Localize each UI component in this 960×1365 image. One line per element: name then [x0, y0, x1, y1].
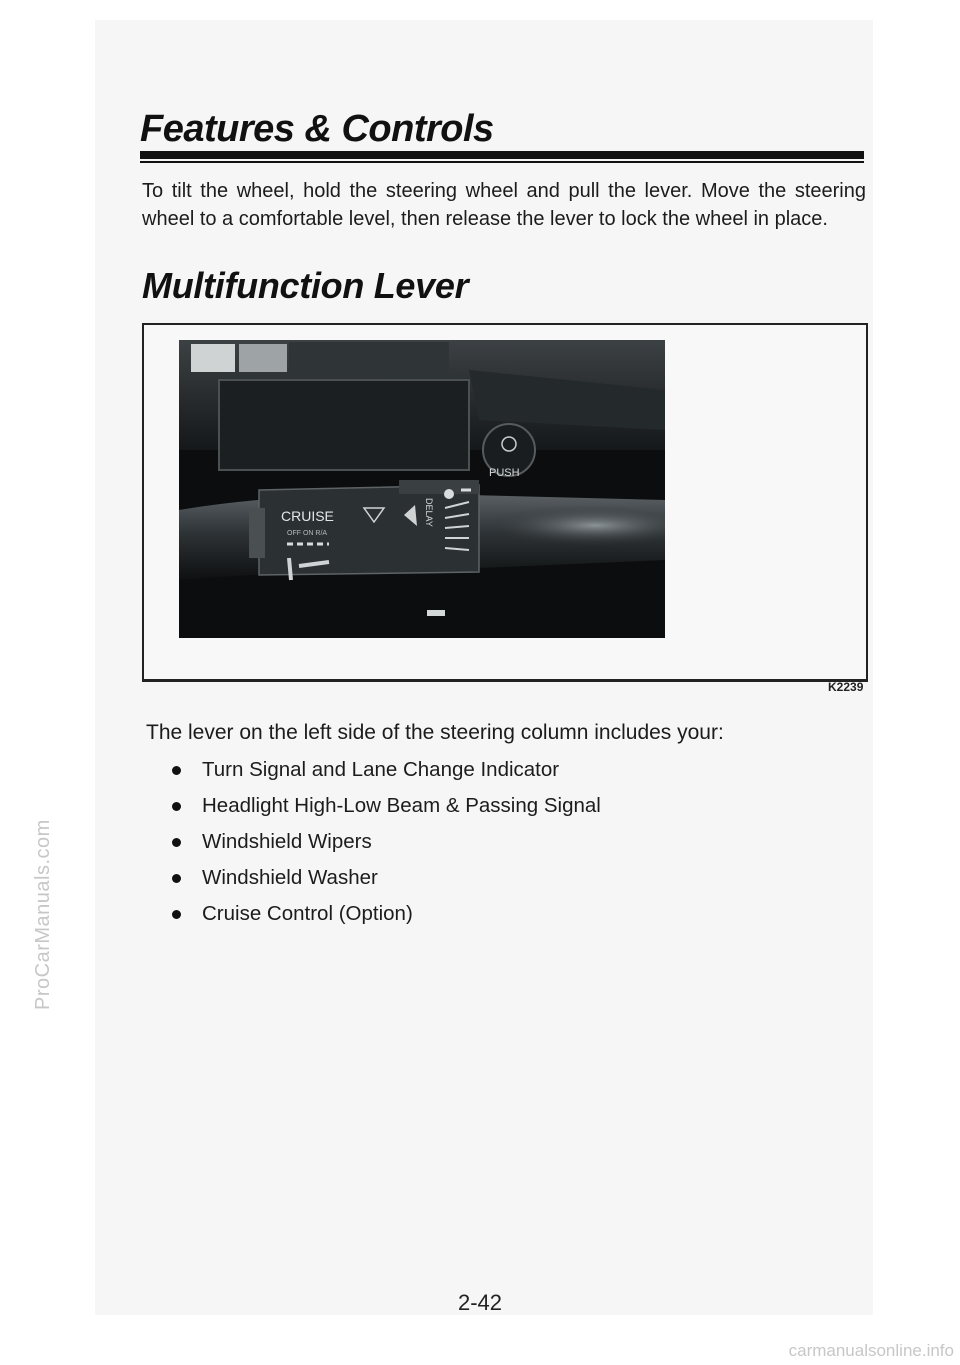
- bullet-icon: [172, 766, 181, 775]
- bullet-icon: [172, 874, 181, 883]
- bullet-icon: [172, 802, 181, 811]
- feature-label: Windshield Washer: [202, 866, 378, 889]
- list-item: [170, 756, 601, 792]
- list-item: [170, 792, 601, 828]
- cruise-positions-label: OFF ON R/A: [287, 530, 328, 537]
- footer-watermark: carmanualsonline.info: [788, 1341, 954, 1360]
- page-number: 2-42: [457, 1290, 503, 1315]
- feature-label: Windshield Wipers: [202, 830, 372, 853]
- figure-code: K2239: [828, 680, 864, 694]
- list-item: [170, 900, 601, 936]
- cruise-label: CRUISE: [281, 508, 334, 524]
- feature-label: Headlight High-Low Beam & Passing Signal: [202, 794, 601, 817]
- feature-list: [170, 756, 601, 936]
- feature-label: Turn Signal and Lane Change Indicator: [202, 758, 560, 781]
- side-watermark-text: ProCarManuals.com: [32, 819, 54, 1010]
- list-item: [170, 828, 601, 864]
- push-label: PUSH: [489, 467, 520, 479]
- delay-label: DELAY: [424, 498, 434, 527]
- header-rule-thin: [140, 161, 864, 163]
- intro-paragraph: To tilt the wheel, hold the steering wheel and pull the lever. Move the steering wheel to a comfortable level, then release the lever to lock the wheel in place.: [142, 180, 866, 230]
- section-title: Features & Controls: [140, 108, 494, 150]
- bullet-icon: [172, 838, 181, 847]
- bullet-icon: [172, 910, 181, 919]
- multifunction-lever-photo: [179, 340, 665, 638]
- subsection-title: Multifunction Lever: [142, 265, 469, 306]
- lead-text: The lever on the left side of the steering column includes your:: [146, 721, 724, 744]
- list-item: [170, 864, 601, 900]
- lever-illustration: [179, 340, 665, 638]
- feature-label: Cruise Control (Option): [202, 902, 413, 925]
- header-rule-thick: [140, 151, 864, 159]
